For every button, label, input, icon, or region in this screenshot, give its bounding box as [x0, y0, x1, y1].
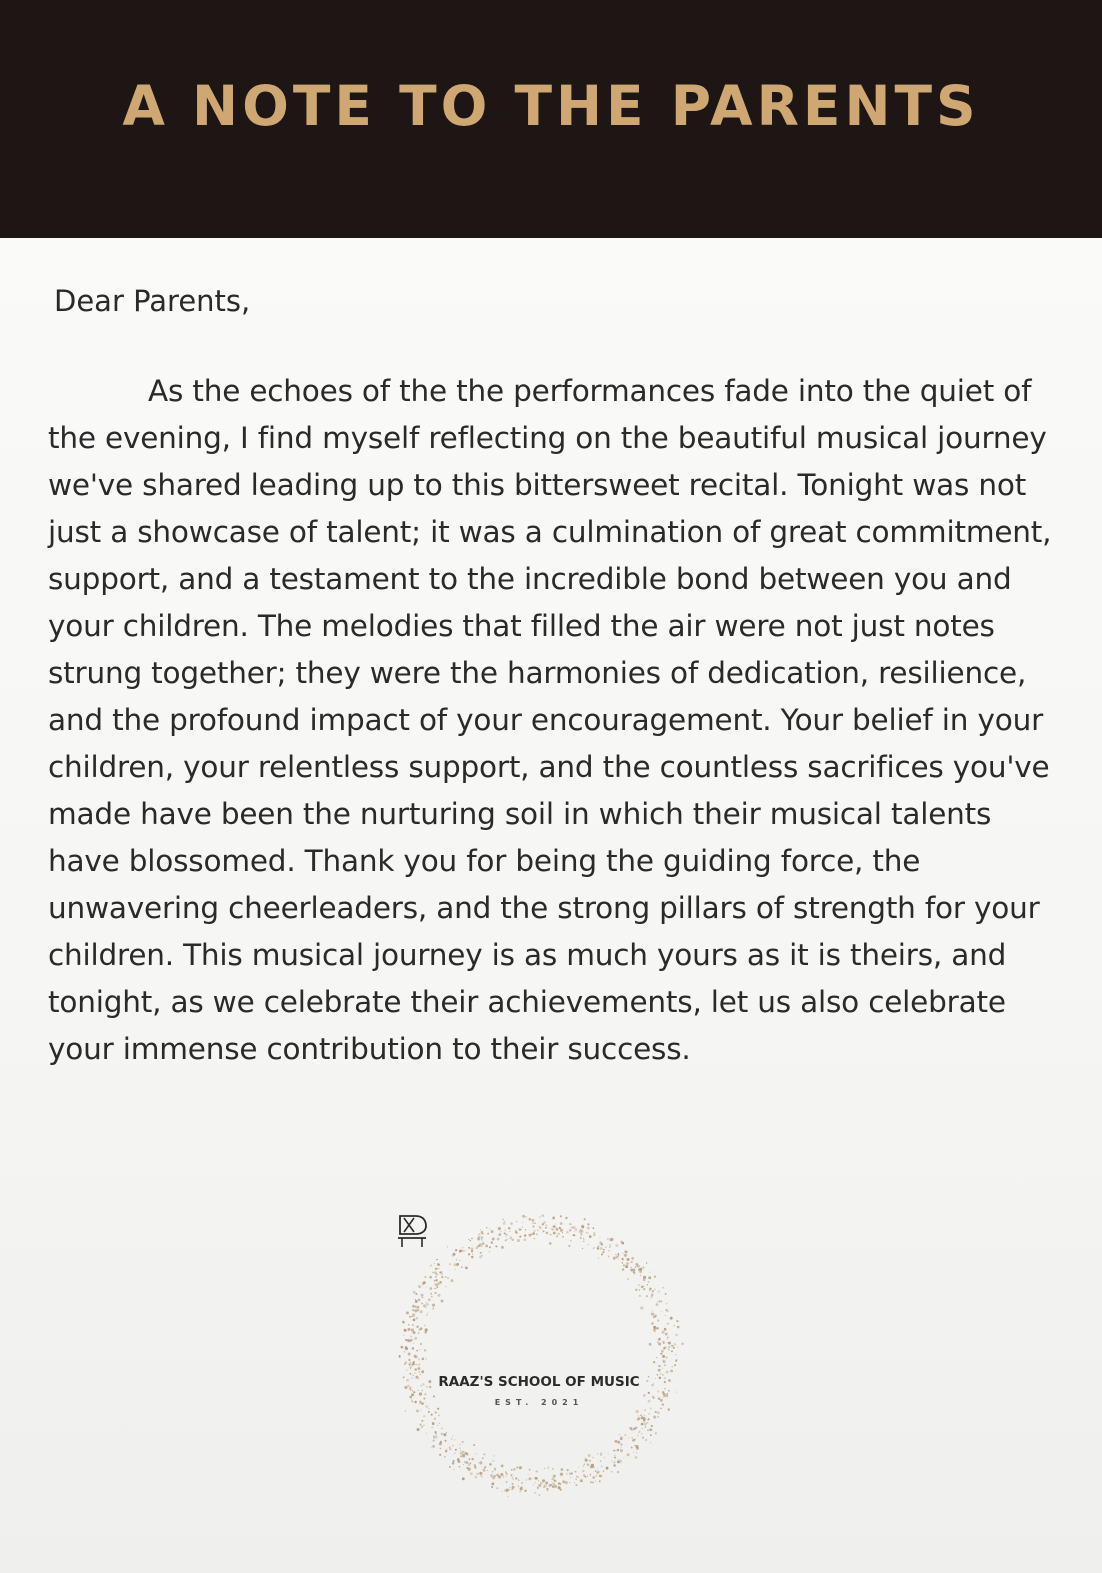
school-seal: [394, 1210, 684, 1500]
letter-body: As the echoes of the the performances fade into the quiet of the evening, I find myself reflecting on the beautiful musical journey we've shared leading up to this bittersweet recital. Tonight was not just a showcase of talent; it was a culmination of great commitment, support, and a testament to the incredible bond between you and your children. The melodies that filled the air were not just notes strung together; they were the harmonies of dedication, resilience, and the profound impact of your encouragement. Your belief in your children, your relentless support, and the countless sacrifices you've made have been the nurturing soil in which their musical talents have blossomed. Thank you for being the guiding force, the unwavering cheerleaders, and the strong pillars of strength for your children. This musical journey is as much yours as it is theirs, and tonight, as we celebrate their achievements, let us also celebrate your immense contribution to their success.: [48, 374, 1052, 1066]
header-banner: [0, 0, 1102, 238]
seal-dotted-ring: [394, 1210, 684, 1500]
seal-school-name: RAAZ'S SCHOOL OF MUSIC: [438, 1374, 640, 1390]
grand-piano-icon: [394, 1210, 430, 1250]
letter-greeting: Dear Parents,: [54, 284, 251, 318]
page-title: A NOTE TO THE PARENTS: [122, 74, 980, 138]
seal-established: EST. 2021: [494, 1398, 584, 1407]
letter-content: [48, 278, 1068, 1073]
